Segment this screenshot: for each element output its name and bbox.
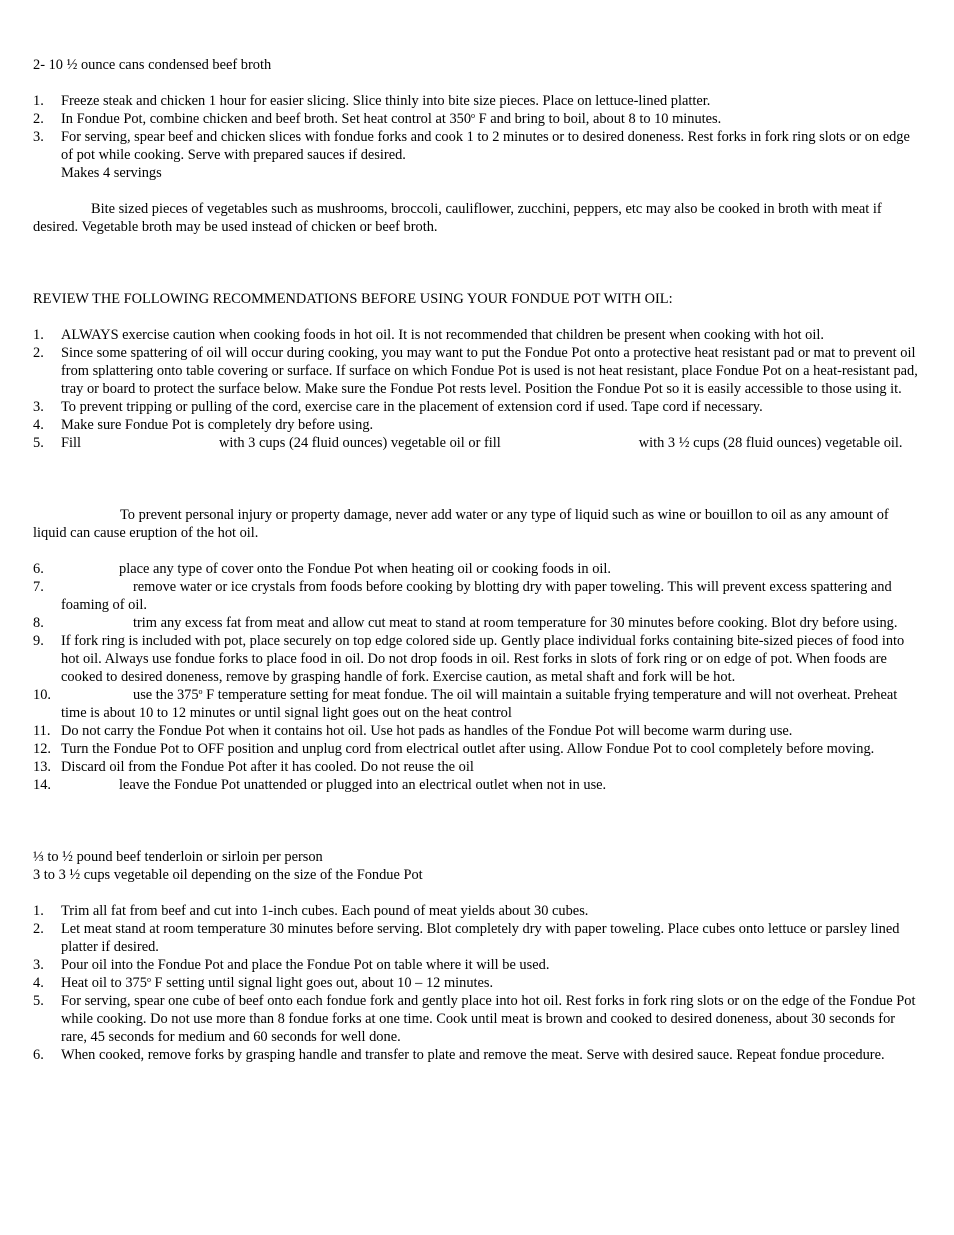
oil-steps-continued: [33, 560, 923, 794]
list-item: 6. When cooked, remove forks by grasping handle and transfer to plate and remove the meat. Serve with desired sauce. Repeat fondue procedure.: [33, 1047, 885, 1063]
servings-note: Makes 4 servings: [61, 165, 162, 181]
list-item: 7. remove water or ice crystals from foods before cooking by blotting dry with paper toweling. This will prevent excess spattering and foaming of oil.: [33, 579, 892, 613]
beef-ingredient: ⅓ to ½ pound beef tenderloin or sirloin per person: [33, 849, 323, 865]
document-page: [33, 56, 923, 1064]
list-item: 2. Since some spattering of oil will occur during cooking, you may want to put the Fondue Pot onto a protective heat resistant pad or mat to prevent oil from splattering onto table covering or surface. If surface on which Fondue Pot is used is not heat resistant, place Fondue Pot on a heat-resistant pad, tray or board to protect the surface below. Make sure the Fondue Pot rests level. Position the Fondue Pot so it is easily accessible to those using it.: [33, 345, 918, 397]
degree-mark: o: [146, 975, 151, 984]
vegetable-note: Bite sized pieces of vegetables such as mushrooms, broccoli, cauliflower, zucchini, peppers, etc may also be cooked in broth with meat if desired. Vegetable broth may be used instead of chicken or beef broth.: [33, 201, 882, 235]
list-item: 3. To prevent tripping or pulling of the cord, exercise care in the placement of extension cord if used. Tape cord if necessary.: [33, 399, 763, 415]
degree-mark: o: [198, 687, 203, 696]
list-item: 2. Let meat stand at room temperature 30 minutes before serving. Blot completely dry with paper toweling. Place cubes onto lettuce or parsley lined platter if desired.: [33, 921, 900, 955]
list-item: 3. Pour oil into the Fondue Pot and place the Fondue Pot on table where it will be used.: [33, 957, 550, 973]
warning-text: To prevent personal injury or property damage, never add water or any type of liquid such as wine or bouillon to oil as any amount of liquid can cause eruption of the hot oil.: [33, 507, 889, 541]
list-item: 1. Freeze steak and chicken 1 hour for easier slicing. Slice thinly into bite size pieces. Place on lettuce-lined platter.: [33, 93, 711, 109]
list-item: 1. Trim all fat from beef and cut into 1-inch cubes. Each pound of meat yields about 30 cubes.: [33, 903, 589, 919]
degree-mark: o: [471, 111, 476, 120]
list-item: 5. Fill with 3 cups (24 fluid ounces) vegetable oil or fill with 3 ½ cups (28 fluid ounces) vegetable oil.: [33, 435, 903, 451]
list-item: 5. For serving, spear one cube of beef onto each fondue fork and gently place into hot oil. Rest forks in fork ring slots or on the edge of the Fondue Pot while cooking. Do not use more than 8 fondue forks at one time. Cook until meat is brown and cooked to desired doneness, about 30 seconds for rare, 45 seconds for medium and 60 seconds for well done.: [33, 993, 916, 1045]
oil-section-heading: REVIEW THE FOLLOWING RECOMMENDATIONS BEFORE USING YOUR FONDUE POT WITH OIL:: [33, 291, 673, 307]
beef-steps: [33, 902, 923, 1064]
list-item: 4. Heat oil to 375$^o$ F setting until signal light goes out, about 10 – 12 minutes.: [33, 975, 494, 991]
list-item: 9. If fork ring is included with pot, place securely on top edge colored side up. Gently place individual forks containing bite-sized pieces of food into hot oil. Always use fondue forks to place food in oil. Do not drop foods in oil. Rest forks in slots of fork ring or on edge of pot. When foods are cooked to desired doneness, remove by grasping handle of fork. Exercise caution, as metal shaft and fork will be hot.: [33, 633, 905, 685]
list-item: 6. place any type of cover onto the Fondue Pot when heating oil or cooking foods in oil.: [33, 561, 611, 577]
list-item: 1. ALWAYS exercise caution when cooking foods in hot oil. It is not recommended that children be present when cooking with hot oil.: [33, 327, 824, 343]
list-item: 3. For serving, spear beef and chicken slices with fondue forks and cook 1 to 2 minutes or to desired doneness. Rest forks in fork ring slots or on edge of pot while cooking. Serve with prepared sauces if desired. Makes 4 servings: [33, 129, 910, 181]
list-item: 13. Discard oil from the Fondue Pot after it has cooled. Do not reuse the oil: [33, 759, 474, 775]
broth-steps: [33, 92, 923, 182]
list-item: 2. In Fondue Pot, combine chicken and beef broth. Set heat control at 350$^o$ F and bring to boil, about 8 to 10 minutes.: [33, 111, 722, 127]
beef-ingredient: 3 to 3 ½ cups vegetable oil depending on the size of the Fondue Pot: [33, 867, 423, 883]
broth-ingredient: 2- 10 ½ ounce cans condensed beef broth: [33, 57, 272, 73]
list-item: 14. leave the Fondue Pot unattended or plugged into an electrical outlet when not in use.: [33, 777, 607, 793]
list-item: 11. Do not carry the Fondue Pot when it contains hot oil. Use hot pads as handles of the Fondue Pot will become warm during use.: [33, 723, 793, 739]
list-item: 10. use the 375$^o$ F temperature setting for meat fondue. The oil will maintain a suitable frying temperature and will not overheat. Preheat time is about 10 to 12 minutes or until signal light goes out on the heat control: [33, 687, 898, 721]
list-item: 8. trim any excess fat from meat and allow cut meat to stand at room temperature for 30 minutes before cooking. Blot dry before using.: [33, 615, 898, 631]
list-item: 4. Make sure Fondue Pot is completely dry before using.: [33, 417, 374, 433]
list-item: 12. Turn the Fondue Pot to OFF position and unplug cord from electrical outlet after using. Allow Fondue Pot to cool completely before moving.: [33, 741, 875, 757]
oil-steps: [33, 326, 923, 452]
